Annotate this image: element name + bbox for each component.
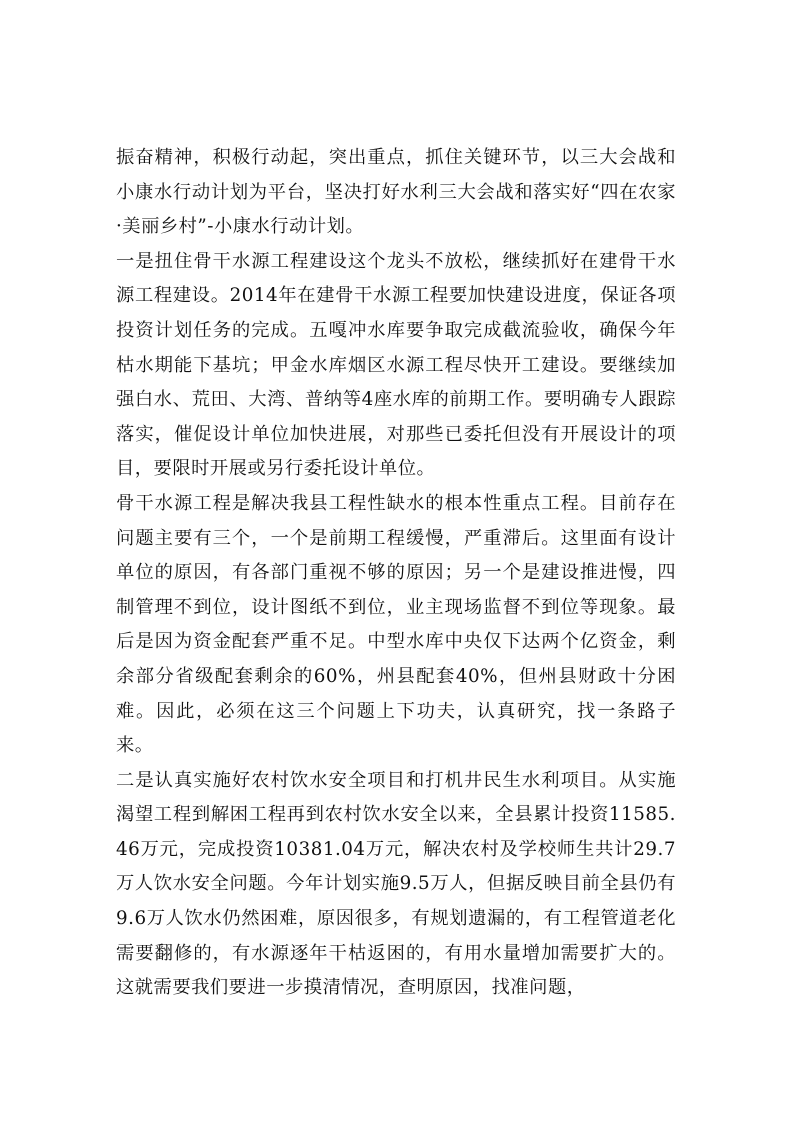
- paragraph-2: 一是扭住骨干水源工程建设这个龙头不放松，继续抓好在建骨干水源工程建设。2014年在建骨干水源工程要加快建设进度，保证各项投资计划任务的完成。五嘎冲水库要争取完成截流验收，确保今年枯水期能下基坑；甲金水库烟区水源工程尽快开工建设。要继续加强白水、荒田、大湾、普纳等4座水库的前期工作。要明确专人跟踪落实，催促设计单位加快进展，对那些已委托但没有开展设计的项目，要限时开展或另行委托设计单位。: [116, 250, 676, 480]
- paragraph-3: 骨干水源工程是解决我县工程性缺水的根本性重点工程。目前存在问题主要有三个，一个是前期工程缓慢，严重滞后。这里面有设计单位的原因，有各部门重视不够的原因；另一个是建设推进慢，四制管理不到位，设计图纸不到位，业主现场监督不到位等现象。最后是因为资金配套严重不足。中型水库中央仅下达两个亿资金，剩余部分省级配套剩余的60%，州县配套40%，但州县财政十分困难。因此，必须在这三个问题上下功夫，认真研究，找一条路子来。: [116, 492, 676, 757]
- paragraph-4: 二是认真实施好农村饮水安全项目和打机井民生水利项目。从实施渴望工程到解困工程再到农村饮水安全以来，全县累计投资11585.46万元，完成投资10381.04万元，解决农村及学校师生共计29.7万人饮水安全问题。今年计划实施9.5万人，但据反映目前全县仍有9.6万人饮水仍然困难，原因很多，有规划遗漏的，有工程管道老化需要翻修的，有水源逐年干枯返困的，有用水量增加需要扩大的。这就需要我们要进一步摸清情况，查明原因，找准问题，: [116, 769, 676, 999]
- paragraph-1: 振奋精神，积极行动起，突出重点，抓住关键环节，以三大会战和小康水行动计划为平台，坚决打好水利三大会战和落实好“四在农家·美丽乡村”-小康水行动计划。: [116, 147, 676, 238]
- document-body: [116, 141, 676, 1006]
